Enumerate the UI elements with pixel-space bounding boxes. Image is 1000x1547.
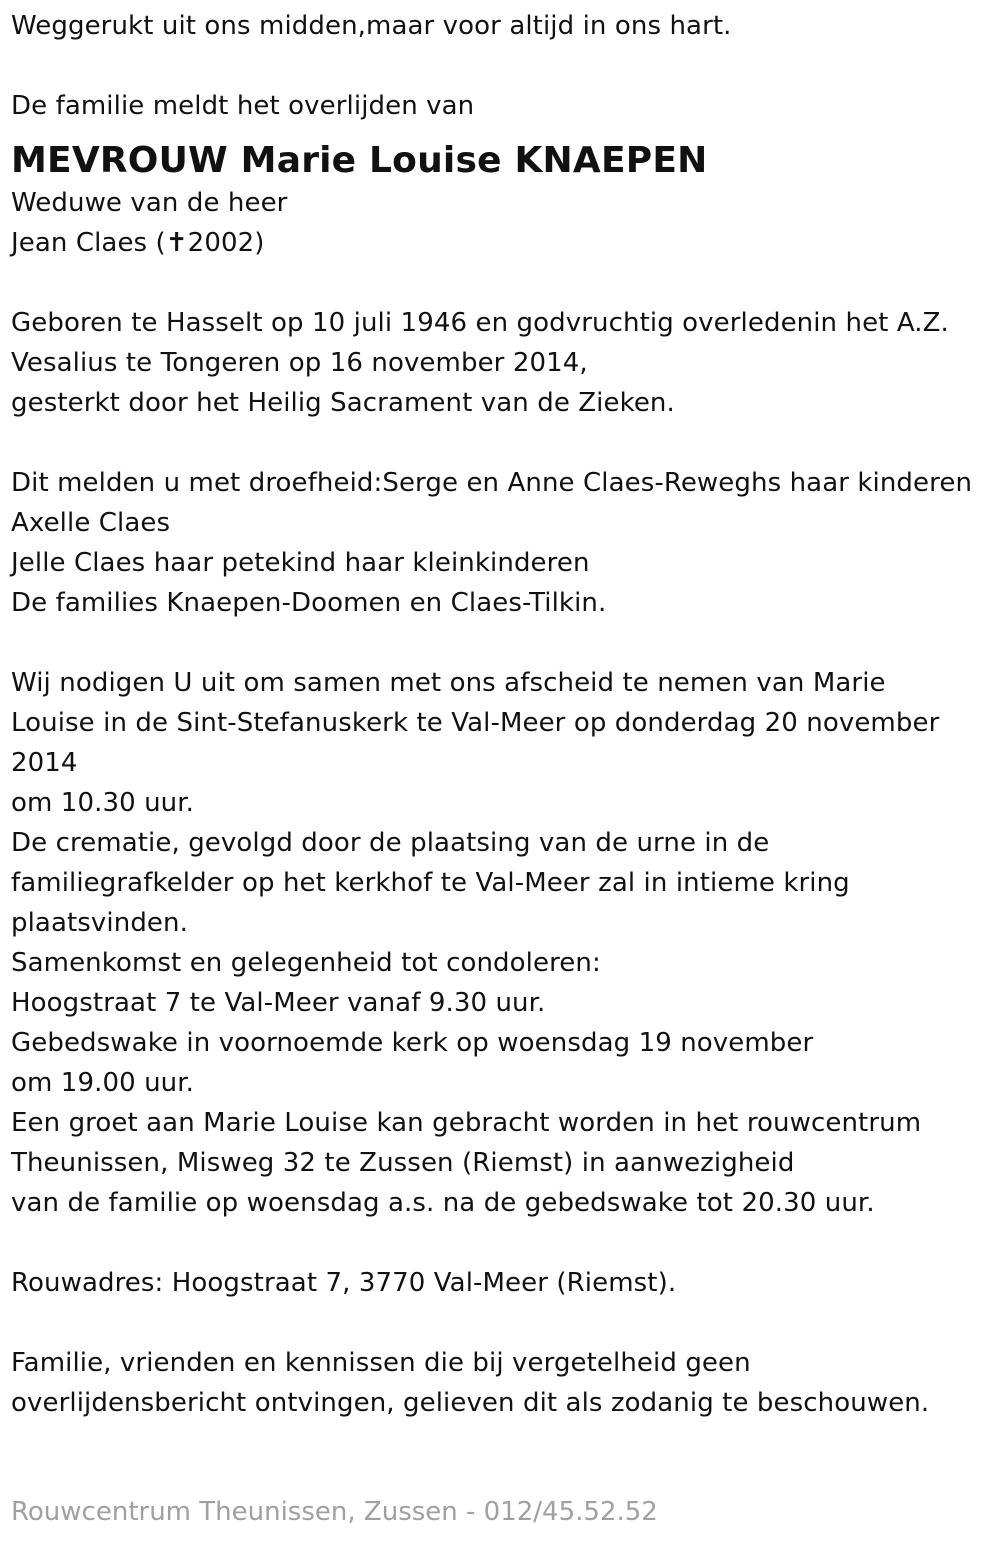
deceased-name: MEVROUW Marie Louise KNAEPEN [11,140,708,181]
spacer [11,1303,996,1343]
widow-line: Weduwe van de heer [11,188,288,218]
ceremony-line: familiegrafkelder op het kerkhof te Val-Meer zal in intieme kring [11,868,850,898]
ceremony-line: om 10.30 uur. [11,788,195,818]
birth-block [11,303,996,423]
birth-line: Geboren te Hasselt op 10 juli 1946 en godvruchtig overledenin het A.Z. [11,308,949,338]
ceremony-line: 2014 [11,748,78,778]
ceremony-line: om 19.00 uur. [11,1068,195,1098]
ceremony-line: Samenkomst en gelegenheid tot condoleren: [11,948,601,978]
family-block [11,463,996,623]
ceremony-line: Louise in de Sint-Stefanuskerk te Val-Meer op donderdag 20 november [11,708,940,738]
obituary-notice [11,6,996,1423]
spacer [11,1223,996,1263]
funeral-home-footer: Rouwcentrum Theunissen, Zussen - 012/45.52.52 [11,1497,658,1527]
family-line: De families Knaepen-Doomen en Claes-Tilkin. [11,588,607,618]
widow-line: Jean Claes (✝2002) [11,228,265,258]
widow-block [11,183,996,263]
birth-line: gesterkt door het Heilig Sacrament van de Zieken. [11,388,675,418]
ceremony-line: plaatsvinden. [11,908,188,938]
closing-line: overlijdensbericht ontvingen, gelieven dit als zodanig te beschouwen. [11,1388,930,1418]
ceremony-line: Een groet aan Marie Louise kan gebracht worden in het rouwcentrum [11,1108,922,1138]
family-line: Dit melden u met droefheid:Serge en Anne Claes-Reweghs haar kinderen [11,468,973,498]
ceremony-line: Hoogstraat 7 te Val-Meer vanaf 9.30 uur. [11,988,546,1018]
ceremony-block [11,663,996,1223]
ceremony-line: Gebedswake in voornoemde kerk op woensdag 19 november [11,1028,814,1058]
spacer [11,46,996,86]
closing-line: Familie, vrienden en kennissen die bij vergetelheid geen [11,1348,751,1378]
spacer [11,623,996,663]
announce-line: De familie meldt het overlijden van [11,91,475,121]
intro-line: Weggerukt uit ons midden,maar voor altijd in ons hart. [11,11,732,41]
ceremony-line: Theunissen, Misweg 32 te Zussen (Riemst) in aanwezigheid [11,1148,795,1178]
birth-line: Vesalius te Tongeren op 16 november 2014, [11,348,588,378]
ceremony-line: Wij nodigen U uit om samen met ons afscheid te nemen van Marie [11,668,886,698]
family-line: Axelle Claes [11,508,171,538]
ceremony-line: De crematie, gevolgd door de plaatsing van de urne in de [11,828,770,858]
closing-block [11,1343,996,1423]
mourning-address: Rouwadres: Hoogstraat 7, 3770 Val-Meer (Riemst). [11,1268,677,1298]
spacer [11,423,996,463]
ceremony-line: van de familie op woensdag a.s. na de gebedswake tot 20.30 uur. [11,1188,875,1218]
spacer [11,263,996,303]
family-line: Jelle Claes haar petekind haar kleinkinderen [11,548,590,578]
